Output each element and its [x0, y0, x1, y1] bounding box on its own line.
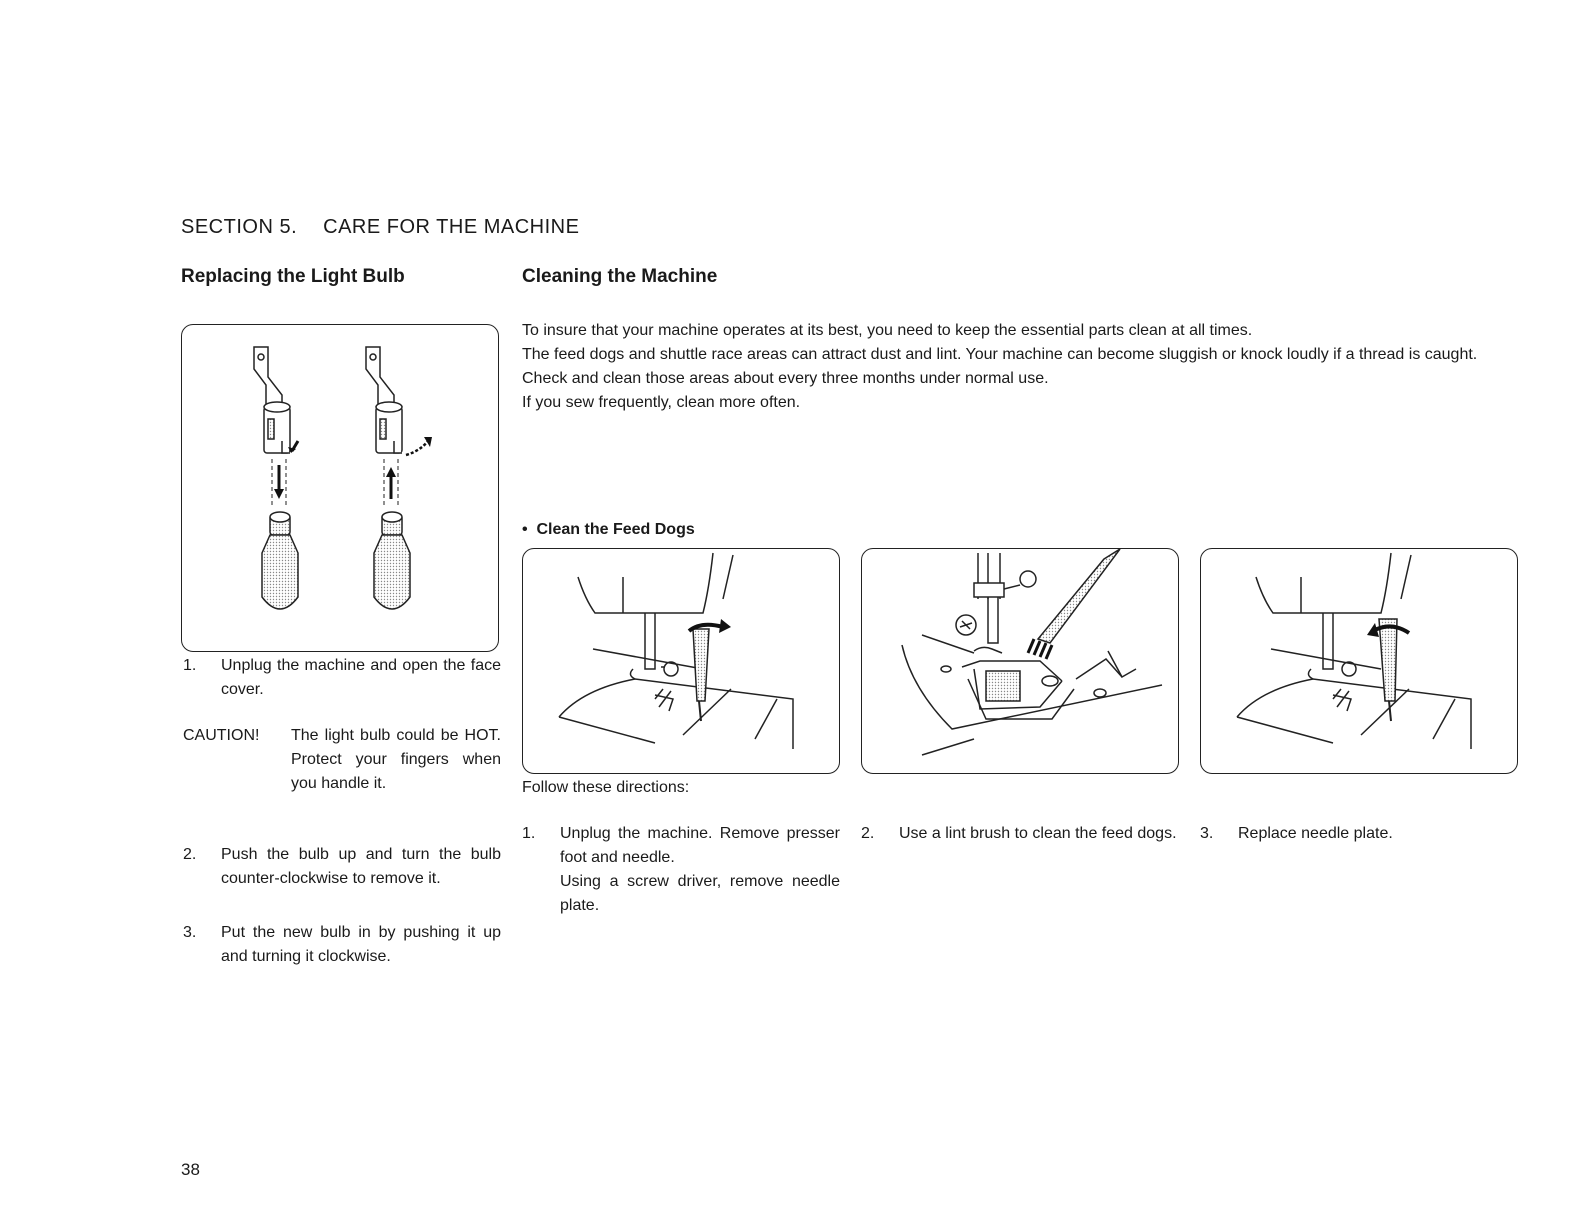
feed-dogs-illustration-3	[1200, 548, 1518, 774]
section-title	[181, 216, 579, 239]
section-number: SECTION 5.	[181, 216, 298, 238]
step-number: 1.	[522, 825, 536, 842]
cleaning-step-3	[1200, 822, 1518, 846]
feed-dogs-heading	[522, 521, 695, 539]
page-number: 38	[181, 1160, 200, 1179]
cleaning-intro	[522, 319, 1542, 415]
step-text: Using a screw driver, remove needle plate.	[560, 873, 840, 914]
bulb-step-3	[183, 921, 501, 969]
intro-line: Check and clean those areas about every three months under normal use.	[522, 370, 1049, 387]
step-number: 3.	[1200, 825, 1214, 842]
screwdriver-diagram-icon	[523, 549, 840, 774]
feed-dogs-title: Clean the Feed Dogs	[536, 521, 695, 538]
intro-line: The feed dogs and shuttle race areas can attract dust and lint. Your machine can become sluggish or knock loudly if a thread is caught.	[522, 346, 1478, 363]
step-text: Put the new bulb in by pushing it up and turning it clockwise.	[221, 924, 501, 965]
step-text: Replace needle plate.	[1238, 825, 1393, 842]
cleaning-step-1	[522, 822, 840, 918]
caution-label: CAUTION!	[183, 727, 260, 744]
bulb-diagram-icon	[182, 325, 499, 652]
replace-plate-diagram-icon	[1201, 549, 1518, 774]
cleaning-step-2	[861, 822, 1179, 846]
step-number: 1.	[183, 657, 197, 674]
bulb-step-1	[183, 654, 501, 702]
bullet-icon: •	[522, 521, 528, 538]
step-number: 2.	[861, 825, 875, 842]
intro-line: To insure that your machine operates at its best, you need to keep the essential parts clean at all times.	[522, 322, 1253, 339]
step-text: Unplug the machine. Remove presser foot and needle.	[560, 825, 840, 866]
step-number: 2.	[183, 846, 197, 863]
bulb-step-2	[183, 843, 501, 891]
feed-dogs-illustration-2	[861, 548, 1179, 774]
cleaning-heading: Cleaning the Machine	[522, 266, 718, 287]
light-bulb-heading: Replacing the Light Bulb	[181, 266, 405, 287]
step-text: Use a lint brush to clean the feed dogs.	[899, 825, 1177, 842]
section-name: CARE FOR THE MACHINE	[323, 216, 580, 238]
follow-directions: Follow these directions:	[522, 779, 690, 796]
feed-dogs-illustration-1	[522, 548, 840, 774]
light-bulb-illustration	[181, 324, 499, 652]
step-text: Push the bulb up and turn the bulb counter-clockwise to remove it.	[221, 846, 501, 887]
lint-brush-diagram-icon	[862, 549, 1179, 774]
intro-line: If you sew frequently, clean more often.	[522, 394, 801, 411]
caution-note	[183, 724, 501, 796]
step-text: Unplug the machine and open the face cover.	[221, 657, 501, 698]
step-number: 3.	[183, 924, 197, 941]
caution-text: The light bulb could be HOT. Protect your fingers when you handle it.	[291, 727, 501, 792]
